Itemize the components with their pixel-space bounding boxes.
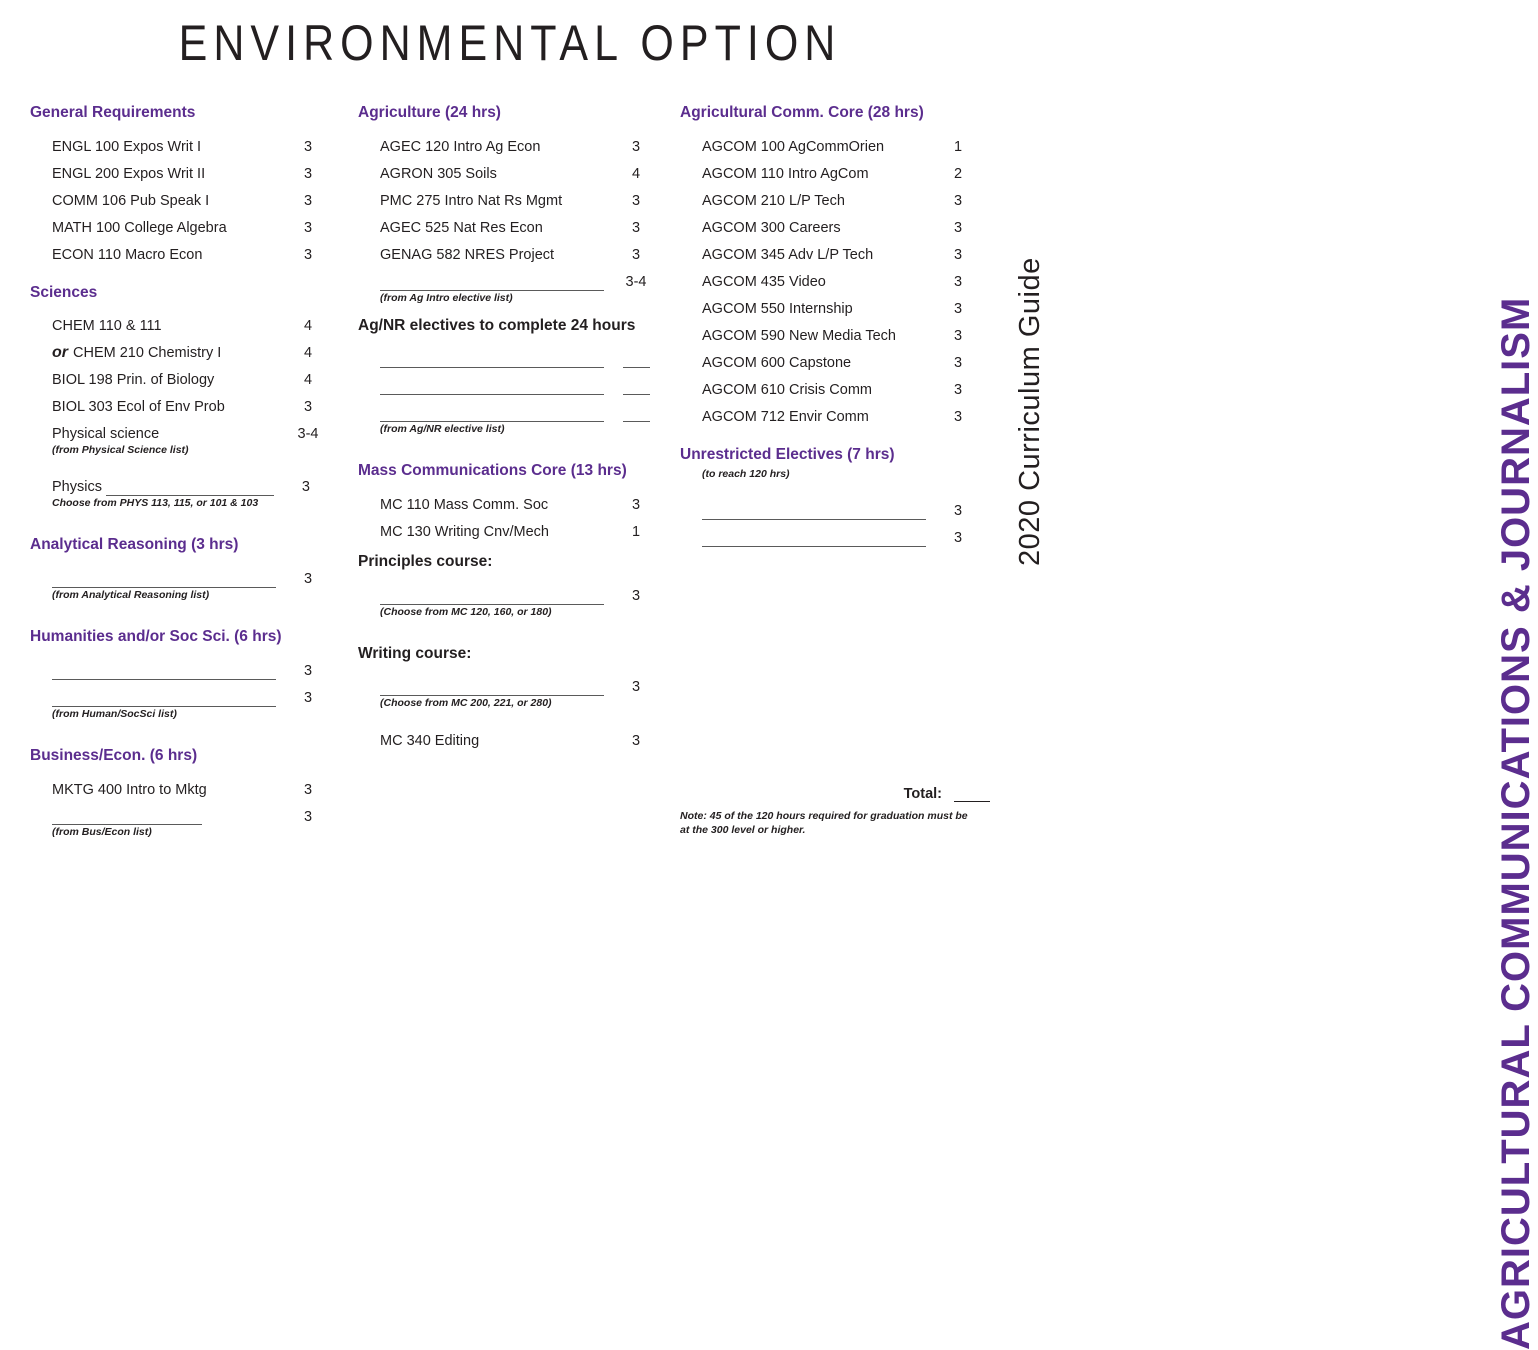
section-heading-unrestricted-electives: Unrestricted Electives (7 hrs) xyxy=(680,445,895,463)
course-credits: 3 xyxy=(303,808,313,825)
course-row xyxy=(680,156,980,183)
course-credits: 3 xyxy=(631,192,641,209)
section-heading-analytical-reasoning: Analytical Reasoning (3 hrs) xyxy=(30,536,239,554)
section-spacer xyxy=(358,436,658,462)
course-row xyxy=(358,237,658,264)
section-note: (from Bus/Econ list) xyxy=(52,826,152,839)
course-credits: 3-4 xyxy=(297,426,319,443)
section-spacer xyxy=(680,426,980,446)
course-credits: 3 xyxy=(631,219,641,236)
course-row xyxy=(680,291,980,318)
course-name: CHEM 210 Chemistry I xyxy=(73,345,222,362)
course-name: BIOL 303 Ecol of Env Prob xyxy=(52,399,225,416)
course-name: Physics xyxy=(52,479,102,496)
course-row xyxy=(358,129,658,156)
course-name: AGCOM 435 Video xyxy=(702,273,826,290)
write-in-rule[interactable] xyxy=(52,662,276,680)
course-row xyxy=(30,183,330,210)
section-heading-mass-comm-core: Mass Communications Core (13 hrs) xyxy=(358,462,627,480)
section-note: (from Ag/NR elective list) xyxy=(380,423,505,436)
course-row xyxy=(680,237,980,264)
total-write-in-rule[interactable] xyxy=(954,786,990,802)
section-heading-sciences: Sciences xyxy=(30,283,98,301)
write-in-rule[interactable] xyxy=(52,807,202,825)
course-credits: 4 xyxy=(631,165,641,182)
section-heading-agcom-core: Agricultural Comm. Core (28 hrs) xyxy=(680,104,924,121)
write-in-rule[interactable] xyxy=(380,350,604,368)
write-in-row xyxy=(358,669,658,696)
course-name: ENGL 200 Expos Writ II xyxy=(52,165,206,182)
course-credits: 4 xyxy=(303,318,313,335)
section-heading-principles-course: Principles course: xyxy=(358,553,493,571)
course-row xyxy=(30,362,330,389)
course-name: AGCOM 712 Envir Comm xyxy=(702,408,869,425)
course-credits: 3 xyxy=(631,679,641,696)
course-row xyxy=(30,389,330,416)
section-spacer xyxy=(358,305,658,317)
course-credits: 1 xyxy=(631,524,641,541)
section-note: (from Physical Science list) xyxy=(52,444,189,457)
course-row xyxy=(30,210,330,237)
course-credits: 3 xyxy=(953,219,963,236)
section-spacer xyxy=(358,619,658,645)
write-in-rule[interactable] xyxy=(380,678,604,696)
course-row xyxy=(680,372,980,399)
course-row xyxy=(358,210,658,237)
write-in-rule[interactable] xyxy=(52,689,276,707)
course-name: AGCOM 600 Capstone xyxy=(702,354,852,371)
write-in-row xyxy=(30,680,330,707)
section-spacer xyxy=(358,541,658,553)
credit-write-in-rule[interactable] xyxy=(614,350,658,368)
course-credits: 3 xyxy=(303,781,313,798)
course-credits: 3 xyxy=(953,408,963,425)
course-name: MATH 100 College Algebra xyxy=(52,219,227,236)
section-spacer xyxy=(358,710,658,722)
course-name: ECON 110 Macro Econ xyxy=(52,246,203,263)
course-credits: 3 xyxy=(303,399,313,416)
course-row xyxy=(680,345,980,372)
course-name: AGEC 525 Nat Res Econ xyxy=(380,219,543,236)
section-spacer xyxy=(30,510,330,536)
course-row xyxy=(680,210,980,237)
course-name: ENGL 100 Expos Writ I xyxy=(52,138,202,155)
course-name: MC 340 Editing xyxy=(380,732,480,749)
course-row xyxy=(680,183,980,210)
write-in-row xyxy=(358,395,658,422)
course-credits: 3 xyxy=(953,246,963,263)
section-note: (from Analytical Reasoning list) xyxy=(52,589,210,602)
course-row xyxy=(358,156,658,183)
course-row xyxy=(680,264,980,291)
alternative-prefix: or xyxy=(52,344,68,362)
course-credits: 3 xyxy=(953,381,963,398)
section-heading-humanities: Humanities and/or Soc Sci. (6 hrs) xyxy=(30,628,282,646)
write-in-rule[interactable] xyxy=(380,377,604,395)
course-name: MKTG 400 Intro to Mktg xyxy=(52,781,207,798)
course-credits: 3 xyxy=(953,273,963,290)
write-in-rule[interactable] xyxy=(106,478,274,496)
write-in-rule[interactable] xyxy=(380,587,604,605)
course-name: AGCOM 610 Crisis Comm xyxy=(702,381,872,398)
section-spacer xyxy=(680,481,980,493)
course-row xyxy=(30,416,330,443)
section-note: Choose from PHYS 113, 115, or 101 & 103 xyxy=(52,497,259,510)
write-in-row xyxy=(30,561,330,588)
write-in-rule[interactable] xyxy=(702,502,926,520)
course-credits: 3 xyxy=(303,689,313,706)
course-name: AGRON 305 Soils xyxy=(380,165,497,182)
course-credits: 3 xyxy=(953,192,963,209)
write-in-rule[interactable] xyxy=(52,570,276,588)
course-credits: 3 xyxy=(303,138,313,155)
course-name: GENAG 582 NRES Project xyxy=(380,246,555,263)
course-credits: 3 xyxy=(301,479,310,496)
course-credits: 3 xyxy=(953,530,963,547)
course-credits: 3 xyxy=(953,503,963,520)
course-credits: 4 xyxy=(303,372,313,389)
course-name: MC 130 Writing Cnv/Mech xyxy=(380,524,549,541)
course-credits: 3 xyxy=(303,165,313,182)
course-credits: 3 xyxy=(631,732,641,749)
side-subtitle-year: 2020 Curriculum Guide xyxy=(1014,257,1046,566)
course-name: AGCOM 100 AgCommOrien xyxy=(702,138,885,155)
credit-write-in-rule[interactable] xyxy=(614,404,658,422)
section-heading-writing-course: Writing course: xyxy=(358,644,472,662)
course-credits: 3 xyxy=(953,300,963,317)
section-note: (Choose from MC 200, 221, or 280) xyxy=(380,697,552,710)
course-name: COMM 106 Pub Speak I xyxy=(52,192,210,209)
course-name: AGCOM 210 L/P Tech xyxy=(702,192,845,209)
section-heading-agnr-electives: Ag/NR electives to complete 24 hours xyxy=(358,316,636,334)
course-credits: 3 xyxy=(631,246,641,263)
course-name: AGCOM 590 New Media Tech xyxy=(702,327,896,344)
section-heading-business-econ: Business/Econ. (6 hrs) xyxy=(30,746,198,764)
course-row-writein xyxy=(30,469,330,496)
section-spacer xyxy=(30,721,330,747)
write-in-row xyxy=(358,341,658,368)
column-left xyxy=(30,104,330,840)
course-row xyxy=(30,129,330,156)
course-credits: 3-4 xyxy=(625,273,647,290)
course-row xyxy=(30,771,330,798)
section-heading-general-requirements: General Requirements xyxy=(30,104,196,121)
course-name: PMC 275 Intro Nat Rs Mgmt xyxy=(380,192,563,209)
total-line xyxy=(680,786,990,802)
course-credits: 2 xyxy=(953,165,963,182)
course-credits: 3 xyxy=(631,587,641,604)
course-name: AGCOM 550 Internship xyxy=(702,300,853,317)
course-row xyxy=(680,129,980,156)
course-name: MC 110 Mass Comm. Soc xyxy=(380,497,549,514)
column-middle xyxy=(358,104,658,749)
write-in-row xyxy=(358,578,658,605)
course-row xyxy=(358,183,658,210)
write-in-row xyxy=(30,653,330,680)
section-spacer xyxy=(30,264,330,284)
write-in-rule[interactable] xyxy=(380,404,604,422)
course-name: BIOL 198 Prin. of Biology xyxy=(52,372,215,389)
section-spacer xyxy=(30,602,330,628)
course-name: AGEC 120 Intro Ag Econ xyxy=(380,138,541,155)
page-title: ENVIRONMENTAL OPTION xyxy=(178,15,842,71)
credit-write-in-rule[interactable] xyxy=(614,377,658,395)
write-in-row xyxy=(680,520,980,547)
write-in-row xyxy=(358,264,658,291)
course-row xyxy=(30,308,330,335)
course-row xyxy=(358,514,658,541)
course-credits: 3 xyxy=(953,354,963,371)
write-in-row xyxy=(680,493,980,520)
curriculum-columns xyxy=(0,104,1000,884)
section-note: (to reach 120 hrs) xyxy=(702,468,790,481)
course-row-alternative xyxy=(30,335,330,362)
write-in-row xyxy=(30,798,330,825)
course-row xyxy=(680,399,980,426)
course-row xyxy=(358,487,658,514)
section-note: (Choose from MC 120, 160, or 180) xyxy=(380,605,552,618)
course-credits: 3 xyxy=(953,327,963,344)
write-in-rule[interactable] xyxy=(380,273,604,291)
write-in-row xyxy=(358,368,658,395)
section-note: (from Human/SocSci list) xyxy=(52,707,177,720)
course-credits: 4 xyxy=(303,345,313,362)
course-credits: 1 xyxy=(953,138,963,155)
column-right xyxy=(680,104,980,547)
section-spacer xyxy=(30,457,330,469)
side-title-program: AGRICULTURAL COMMUNICATIONS & JOURNALISM xyxy=(1494,296,1538,1350)
course-name: AGCOM 300 Careers xyxy=(702,219,841,236)
course-name: Physical science xyxy=(52,426,160,443)
course-row xyxy=(30,156,330,183)
course-row xyxy=(358,722,658,749)
course-credits: 3 xyxy=(303,662,313,679)
graduation-note: Note: 45 of the 120 hours required for graduation must be at the 300 level or higher. xyxy=(680,810,968,836)
course-name: AGCOM 110 Intro AgCom xyxy=(702,165,869,182)
write-in-rule[interactable] xyxy=(702,529,926,547)
course-row xyxy=(680,318,980,345)
course-credits: 3 xyxy=(303,192,313,209)
total-block xyxy=(680,786,990,837)
course-credits: 3 xyxy=(631,497,641,514)
course-name: CHEM 110 & 111 xyxy=(52,318,162,335)
section-heading-agriculture: Agriculture (24 hrs) xyxy=(358,104,501,121)
section-note: (from Ag Intro elective list) xyxy=(380,291,513,304)
course-credits: 3 xyxy=(631,138,641,155)
total-label: Total: xyxy=(903,786,942,802)
course-credits: 3 xyxy=(303,571,313,588)
course-credits: 3 xyxy=(303,246,313,263)
course-name: AGCOM 345 Adv L/P Tech xyxy=(702,246,874,263)
course-row xyxy=(30,237,330,264)
course-credits: 3 xyxy=(303,219,313,236)
